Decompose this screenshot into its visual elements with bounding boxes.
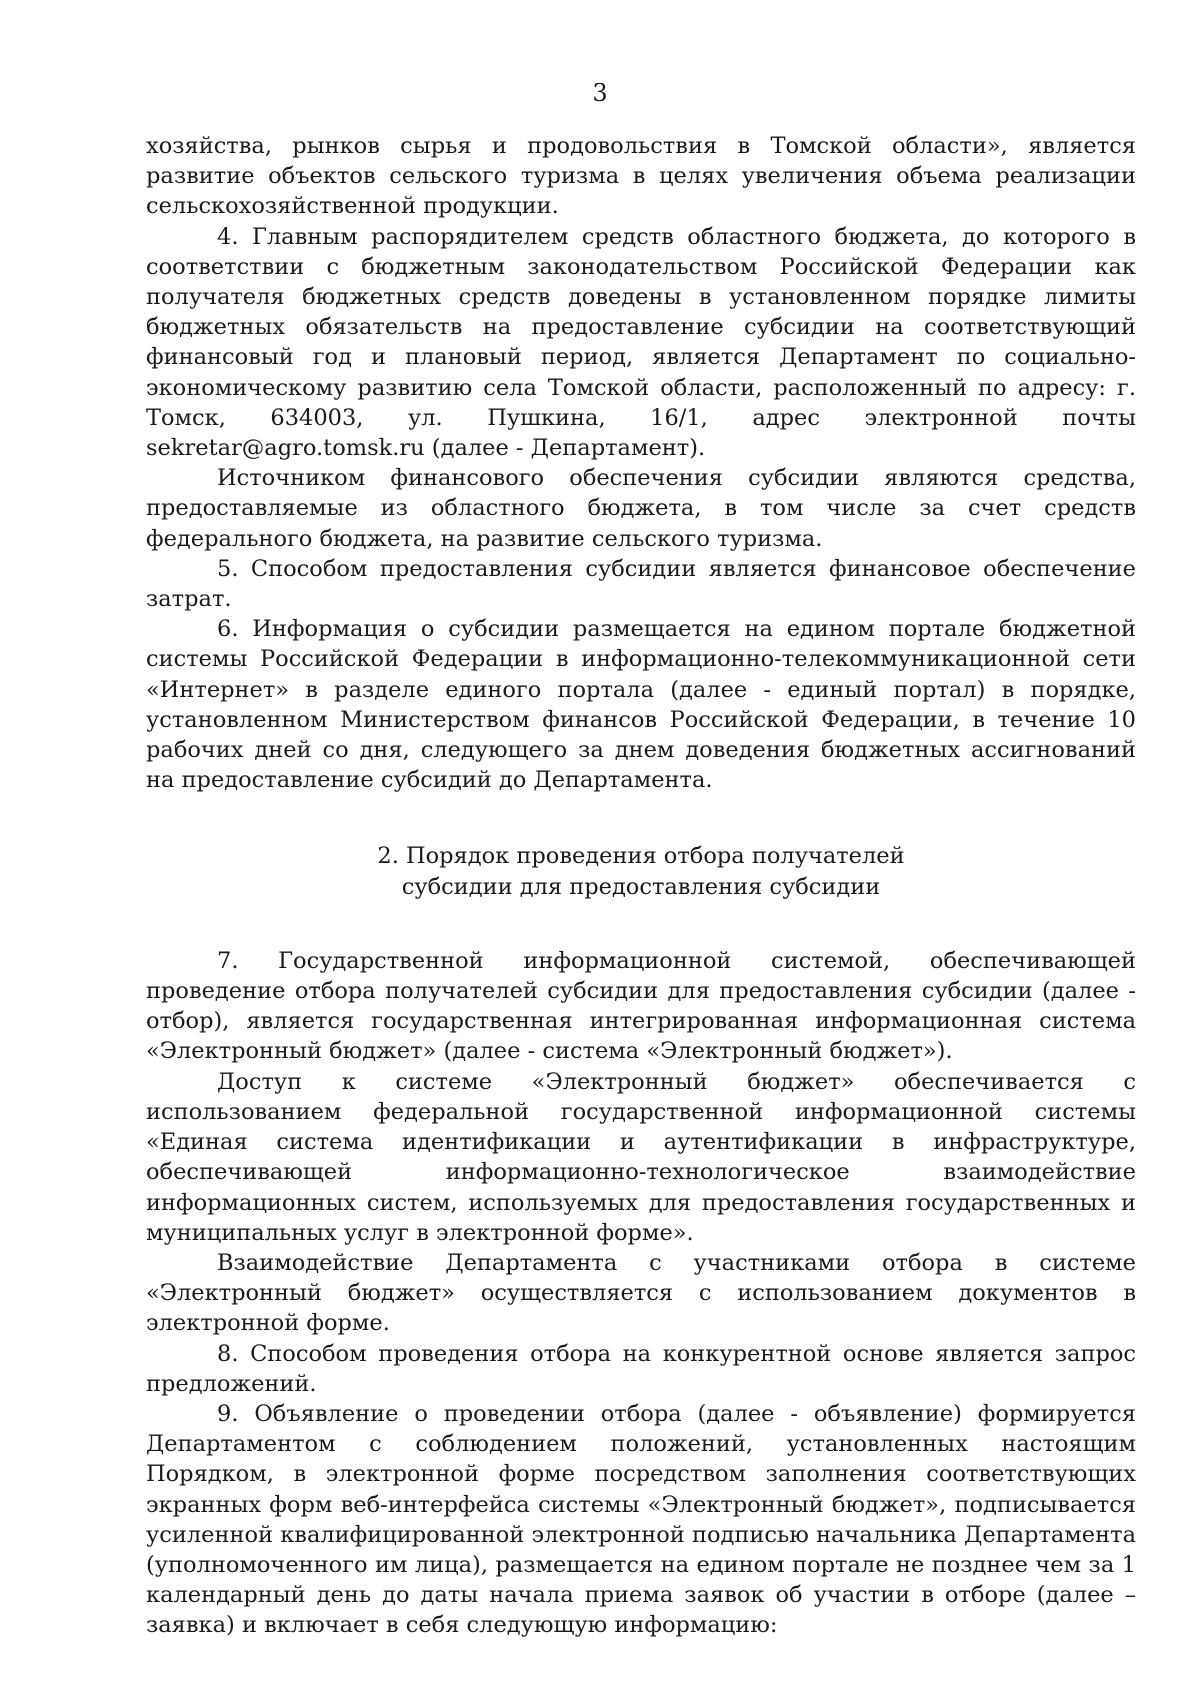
paragraph-system-access: Доступ к системе «Электронный бюджет» обеспечивается с использованием федеральной государственной информационной системы «Единая система идентификации и аутентификации в инфраструктуре, обеспечивающей информационно-технологическое взаимодействие информационных систем, используемых для предоставления государственных и муниципальных услуг в электронной форме». — [146, 1068, 1136, 1246]
section-heading-line-1: 2. Порядок проведения отбора получателей — [377, 843, 905, 870]
section-heading-line-2: субсидии для предоставления субсидии — [401, 873, 881, 900]
paragraph-interaction: Взаимодействие Департамента с участниками отбора в системе «Электронный бюджет» осуществляется с использованием документов в электронной форме. — [146, 1249, 1136, 1337]
document-body — [146, 131, 1136, 1641]
paragraph-funding-source: Источником финансового обеспечения субсидии являются средства, предоставляемые из областного бюджета, в том числе за счет средств федерального бюджета, на развитие сельского туризма. — [146, 465, 1136, 552]
paragraph-item-7: 7. Государственной информационной системой, обеспечивающей проведение отбора получателей субсидии для предоставления субсидии (далее - отбор), является государственная интегрированная информационная система «Электронный бюджет» (далее - система «Электронный бюджет»). — [146, 947, 1136, 1065]
paragraph-item-8: 8. Способом проведения отбора на конкурентной основе является запрос предложений. — [146, 1340, 1136, 1397]
paragraph-item-4: 4. Главным распорядителем средств областного бюджета, до которого в соответствии с бюджетным законодательством Российской Федерации как получателя бюджетных средств доведены в установленном порядке лимиты бюджетных обязательств на предоставление субсидии на соответствующий финансовый год и плановый период, является Департамент по социально-экономическому развитию села Томской области, расположенный по адресу: г. Томск, 634003, ул. Пушкина, 16/1, адрес электронной почты sekretar@agro.tomsk.ru (далее - Департамент). — [146, 223, 1136, 462]
paragraph-item-5: 5. Способом предоставления субсидии является финансовое обеспечение затрат. — [146, 555, 1136, 613]
paragraph-item-9: 9. Объявление о проведении отбора (далее - объявление) формируется Департаментом с соблюдением положений, установленных настоящим Порядком, в электронной форме посредством заполнения соответствующих экранных форм веб-интерфейса системы «Электронный бюджет», подписывается усиленной квалифицированной электронной подписью начальника Департамента (уполномоченного им лица), размещается на едином портале не позднее чем за 1 календарный день до даты начала приема заявок об участии в отборе (далее – заявка) и включает в себя следующую информацию: — [146, 1400, 1136, 1639]
paragraph-continuation: хозяйства, рынков сырья и продовольствия в Томской области», является развитие объектов сельского туризма в целях увеличения объема реализации сельскохозяйственной продукции. — [146, 133, 1136, 220]
section-heading — [146, 841, 1136, 901]
page-number: 3 — [592, 79, 608, 107]
paragraph-item-6: 6. Информация о субсидии размещается на едином портале бюджетной системы Российской Федерации в информационно-телекоммуникационной сети «Интернет» в разделе единого портала (далее - единый портал) в порядке, установленном Министерством финансов Российской Федерации, в течение 10 рабочих дней со дня, следующего за днем доведения бюджетных ассигнований на предоставление субсидий до Департамента. — [146, 616, 1136, 794]
